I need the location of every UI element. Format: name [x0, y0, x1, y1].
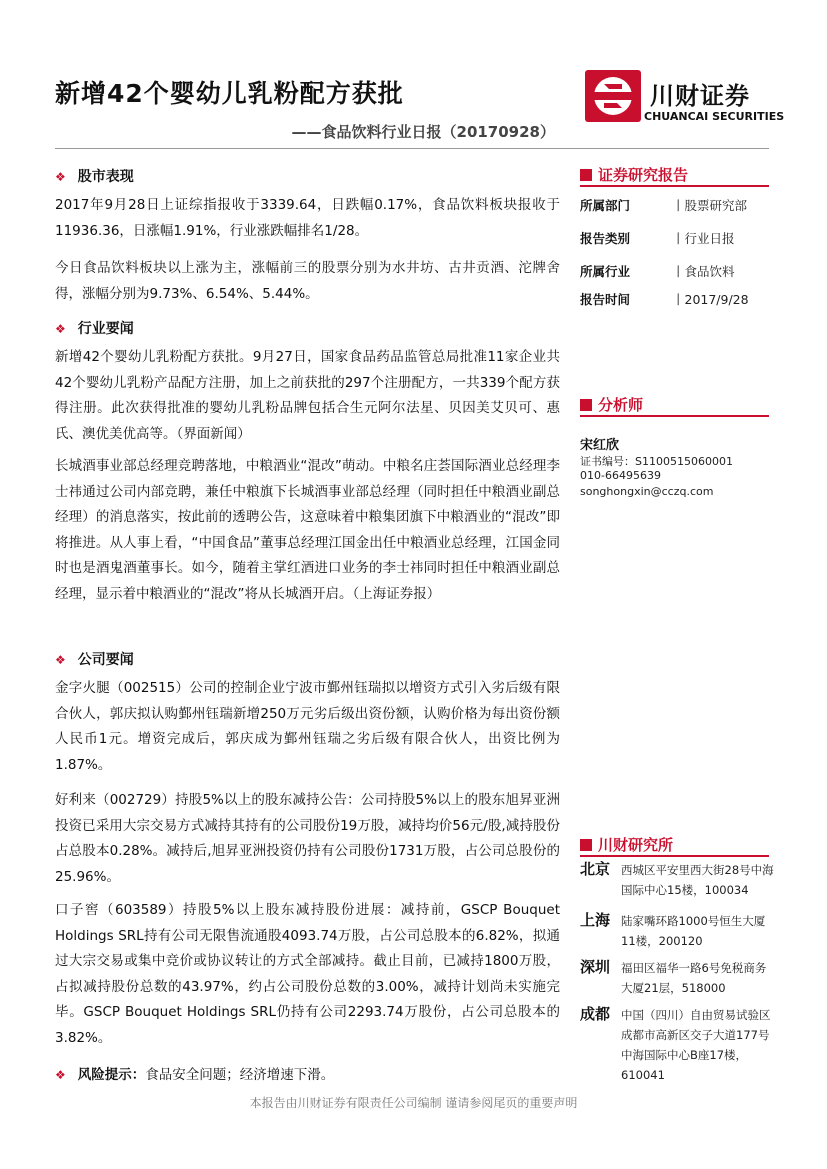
industry-paragraph: 新增42个婴幼儿乳粉配方获批。9月27日，国家食品药品监管总局批准11家企业共42个婴幼儿乳粉产品配方注册，加上之前获批的297个注册配方，一共339个配方获得注册。此次获得批准的婴幼儿乳粉品牌包括合生元阿尔法星、贝因美艾贝可、惠氏、澳优美优高等。（界面新闻） — [55, 349, 560, 442]
office-city: 上海 — [580, 911, 611, 929]
office-address: 西城区平安里西大街28号中海国际中心15楼，100034 — [621, 863, 774, 897]
info-value: 丨食品饮料 — [672, 264, 735, 279]
diamond-bullet-icon: ❖ — [55, 653, 66, 667]
section-heading-company: ❖ 公司要闻 — [55, 652, 134, 668]
section-heading-market: ❖ 股市表现 — [55, 169, 134, 185]
sidebar-heading-analyst: 分析师 — [580, 394, 643, 415]
sidebar-divider — [580, 415, 769, 417]
header-divider — [55, 148, 769, 149]
diamond-bullet-icon: ❖ — [55, 1068, 66, 1082]
diamond-bullet-icon: ❖ — [55, 322, 66, 336]
square-bullet-icon — [580, 839, 592, 851]
brand-name-cn: 川财证券 — [650, 82, 750, 110]
info-label: 报告类别 — [580, 231, 631, 246]
office-city: 深圳 — [580, 958, 611, 976]
footer-disclaimer: 本报告由川财证券有限责任公司编制 谨请参阅尾页的重要声明 — [249, 1096, 578, 1110]
report-title: 新增42个婴幼儿乳粉配方获批 — [55, 79, 404, 108]
analyst-phone: 010-66495639 — [580, 469, 661, 482]
chuancai-logo-icon — [585, 70, 641, 122]
info-label: 报告时间 — [580, 292, 631, 307]
industry-paragraph: 长城酒事业部总经理竞聘落地，中粮酒业“混改”萌动。中粮名庄荟国际酒业总经理李士祎通过公司内部竞聘，兼任中粮旗下长城酒事业部总经理（同时担任中粮酒业副总经理）的消息落实，按此前的透聘公告，这意味着中粮集团旗下中粮酒业的“混改”即将推进。从人事上看，“中国食品”董事总经理江国金出任中粮酒业总经理，江国金同时也是酒鬼酒董事长。如今，随着主掌红酒进口业务的李士祎同时担任中粮酒业副总经理，显示着中粮酒业的“混改”将从长城酒开启。（上海证券报） — [55, 458, 560, 602]
section-heading-industry: ❖ 行业要闻 — [55, 321, 134, 337]
info-label: 所属部门 — [580, 198, 631, 213]
risk-text: 食品安全问题；经济增速下滑。 — [145, 1067, 335, 1083]
office-address: 陆家嘴环路1000号恒生大厦11楼，200120 — [621, 914, 766, 948]
brand-name-en: CHUANCAI SECURITIES — [644, 110, 785, 123]
square-bullet-icon — [580, 399, 592, 411]
analyst-email[interactable]: songhongxin@cczq.com — [580, 485, 714, 498]
market-paragraph: 2017年9月28日上证综指报收于3339.64，日跌幅0.17%，食品饮料板块报收于11936.36，日涨幅1.91%，行业涨跌幅排名1/28。 — [55, 197, 560, 239]
info-label: 所属行业 — [580, 264, 631, 279]
risk-label: 风险提示： — [77, 1067, 146, 1083]
sidebar-divider — [580, 185, 769, 187]
info-value: 丨2017/9/28 — [672, 292, 749, 307]
office-address: 福田区福华一路6号免税商务大厦21层，518000 — [621, 961, 767, 995]
sidebar-heading-report: 证券研究报告 — [580, 164, 688, 185]
sidebar-heading-institute: 川财研究所 — [580, 834, 673, 855]
sidebar-divider — [580, 855, 769, 857]
analyst-name: 宋红欣 — [580, 438, 620, 453]
company-paragraph: 好利来（002729）持股5%以上的股东减持公告：公司持股5%以上的股东旭昇亚洲投资已采用大宗交易方式减持其持有的公司股份19万股，减持均价56元/股,减持股份占总股本0.28%。减持后,旭昇亚洲投资仍持有公司股份1731万股，占公司总股份的25.96%。 — [55, 792, 560, 885]
office-city: 成都 — [580, 1005, 611, 1023]
office-address: 中国（四川）自由贸易试验区成都市高新区交子大道177号中海国际中心B座17楼，610041 — [621, 1008, 771, 1082]
office-city: 北京 — [580, 860, 611, 878]
info-value: 丨行业日报 — [672, 231, 735, 246]
market-paragraph: 今日食品饮料板块以上涨为主，涨幅前三的股票分别为水井坊、古井贡酒、沱牌舍得，涨幅分别为9.73%、6.54%、5.44%。 — [55, 260, 560, 302]
diamond-bullet-icon: ❖ — [55, 170, 66, 184]
company-paragraph: 口子窖（603589）持股5%以上股东减持股份进展：减持前，GSCP Bouquet Holdings SRL持有公司无限售流通股4093.74万股，占公司总股本的6.82%，拟通过大宗交易或集中竞价或协议转让的方式全部减持。截止目前，已减持1800万股，占拟减持股份总数的43.97%，约占公司股份总数的3.00%，减持计划尚未实施完毕。GSCP Bouquet Holdings SRL仍持有公司2293.74万股份，占公司总股本的3.82%。 — [55, 902, 560, 1046]
info-value: 丨股票研究部 — [672, 198, 748, 213]
risk-warning — [55, 1063, 334, 1083]
analyst-cert: 证书编号：S1100515060001 — [580, 455, 733, 468]
square-bullet-icon — [580, 169, 592, 181]
company-paragraph: 金字火腿（002515）公司的控制企业宁波市鄞州钰瑞拟以增资方式引入劣后级有限合伙人，郭庆拟认购鄞州钰瑞新增250万元劣后级出资份额，认购价格为每出资份额人民币1元。增资完成后，郭庆成为鄞州钰瑞之劣后级有限合伙人，出资比例为1.87%。 — [55, 680, 560, 773]
report-subtitle: ——食品饮料行业日报（20170928） — [291, 123, 555, 141]
